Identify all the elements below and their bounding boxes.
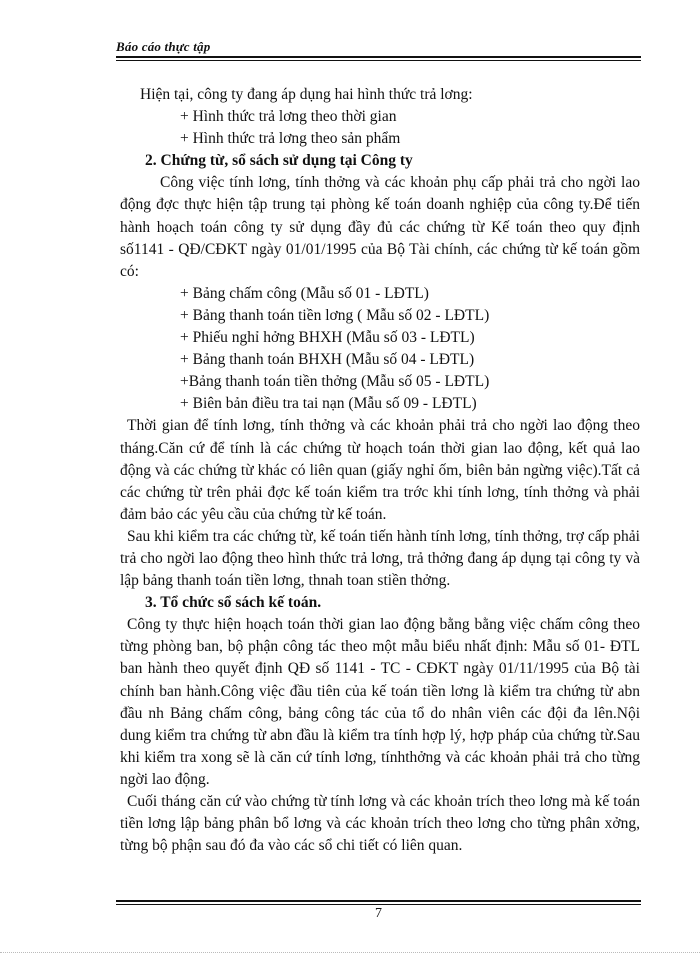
paragraph-2: Thời gian để tính lơng, tính thởng và các khoản phải trả cho ngời lao động theo tháng.Căn cứ để tính là các chứng từ hoạch toán thời gian lao động, kết quả lao động và các chứng từ khác có liên quan (giấy nghỉ ốm, biên bản ngừng việc).Tất cả các chứng từ trên phải đợc kế toán kiểm tra trớc khi tính lơng, tính thởng và phải đảm bảo các yêu cầu của chứng từ kế toán. [120,417,640,523]
document-item-2: + Bảng thanh toán tiền lơng ( Mẫu số 02 - LĐTL) [180,306,490,324]
paragraph-1: Công việc tính lơng, tính thởng và các khoản phụ cấp phải trả cho ngời lao động đợc thực hiện tập trung tại phòng kế toán doanh nghiệp của công ty.Để tiến hành hoạch toán công ty sử dụng đầy đủ các chứng từ Kế toán theo quy định số1141 - QĐ/CĐKT ngày 01/01/1995 của Bộ Tài chính, các chứng từ kế toán gồm có: [120,174,640,280]
section-heading-3: 3. Tổ chức sổ sách kế toán. [145,594,322,612]
footer-rule [116,900,641,902]
header-title: Báo cáo thực tập [116,39,211,54]
page-header [116,40,641,54]
document-body [120,84,640,857]
paragraph-3: Sau khi kiểm tra các chứng từ, kế toán tiến hành tính lơng, tính thởng, trợ cấp phải trả cho ngời lao động theo hình thức trả lơng, trả thởng đang áp dụng tại công ty và lập bảng thanh toán tiền lơng, thnah toan stiền thởng. [120,527,640,590]
document-item-5: +Bảng thanh toán tiền thởng (Mẫu số 05 - LĐTL) [180,373,490,391]
form-item-product: + Hình thức trả lơng theo sản phẩm [180,130,401,148]
section-heading-2: 2. Chứng từ, sổ sách sử dụng tại Công ty [145,152,413,170]
footer-rule-thin [116,904,641,905]
header-rule [116,56,641,58]
paragraph-4: Công ty thực hiện hoạch toán thời gian lao động bằng bằng việc chấm công theo từng phòng ban, bộ phận công tác theo một mẫu biểu nhất định: Mẫu số 01- ĐTL ban hành theo quyết định QĐ số 1141 - TC - CĐKT ngày 01/11/1995 của Bộ tài chính ban hành.Công việc đầu tiên của kế toán tiền lơng là kiểm tra chứng từ abn đầu nh Bảng chấm công, bảng công tác của tổ do nhân viên các đội đa lên.Nội dung kiểm tra chứng từ abn đầu là kiểm tra tính hợp lý, hợp pháp của chứng từ.Sau khi kiểm tra xong sẽ là căn cứ tính lơng, tínhthởng và các khoản phải trả cho từng ngời lao động. [120,616,640,788]
document-item-6: + Biên bản điều tra tai nạn (Mẫu số 09 - LĐTL) [180,395,477,413]
document-item-1: + Bảng chấm công (Mẫu số 01 - LĐTL) [180,284,429,302]
document-item-3: + Phiếu nghỉ hởng BHXH (Mẫu số 03 - LĐTL) [180,329,475,347]
paragraph-5: Cuối tháng căn cứ vào chứng từ tính lơng và các khoản trích theo lơng mà kế toán tiền lơng lập bảng phân bổ lơng và các khoản trích theo lơng cho từng phân xởng, từng bộ phận sau đó đa vào các sổ chi tiết có liên quan. [120,793,640,855]
page-bottom-border [0,952,700,954]
form-item-time: + Hình thức trả lơng theo thời gian [180,108,397,126]
intro-paragraph: Hiện tại, công ty đang áp dụng hai hình thức trả lơng: [140,86,473,103]
header-rule-thin [116,60,641,61]
page-number: 7 [375,906,382,921]
document-item-4: + Bảng thanh toán BHXH (Mẫu số 04 - LĐTL) [180,351,475,369]
